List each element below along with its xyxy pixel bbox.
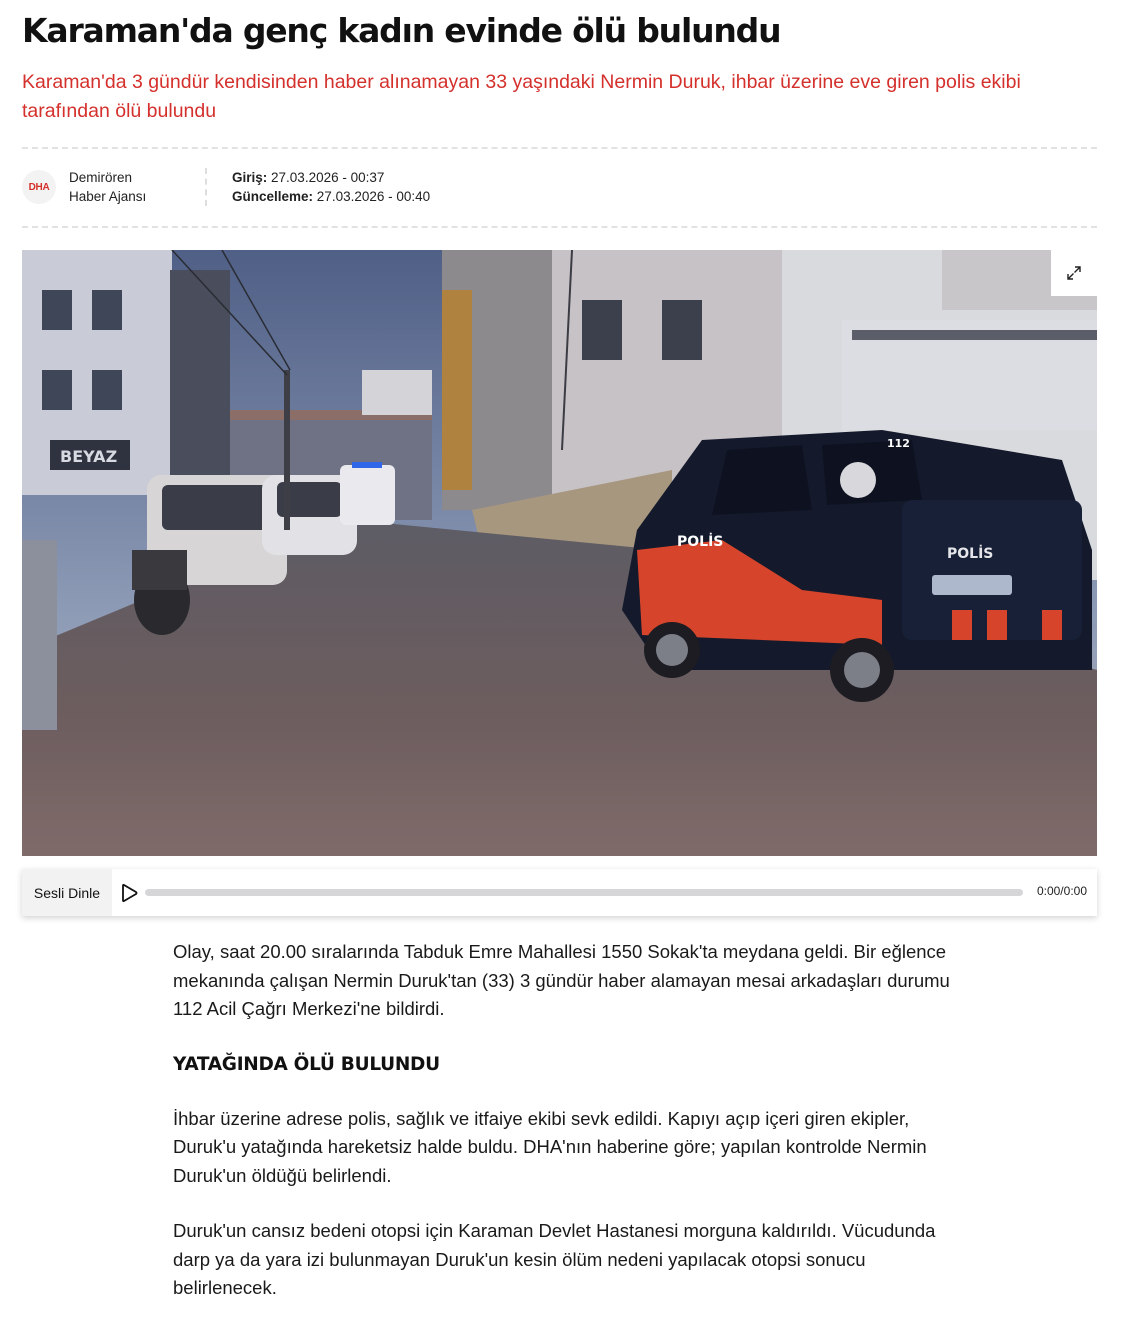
published-label: Giriş: [232,170,268,185]
meta-separator [205,168,207,206]
article-spot: Karaman'da 3 gündür kendisinden haber alınamayan 33 yaşındaki Nermin Duruk, ihbar üzerine eve giren polis ekibi tarafından ölü bulundu [22,71,1021,122]
audio-progress-track[interactable] [145,889,1023,896]
body-paragraph-2: İhbar üzerine adrese polis, sağlık ve itfaiye ekibi sevk edildi. Kapıyı açıp içeri giren ekipler, Duruk'u yatağında hareketsiz halde buldu. DHA'nın haberine göre; yapılan kontrolde Nermin Duruk'un öldüğü belirlendi. [173,1107,927,1186]
article-dates [232,168,430,206]
divider-bottom [22,226,1097,228]
audio-player [22,869,1097,916]
divider-top [22,147,1097,149]
agency-name-line1: Demirören [69,170,133,185]
body-paragraph-1: Olay, saat 20.00 sıralarında Tabduk Emre Mahallesi 1550 Sokak'ta meydana geldi. Bir eğlence mekanında çalışan Nermin Duruk'tan (33) 3 gündür haber alamayan mesai arkadaşları durumu 112 Acil Çağrı Merkezi'ne bildirdi. [173,941,950,1019]
published-date [232,168,430,187]
agency-logo-text: DHA [28,181,50,193]
agency-name[interactable] [69,168,199,206]
agency-logo[interactable] [22,170,56,204]
body-subheading: YATAĞINDA ÖLÜ BULUNDU [173,1053,440,1075]
street-scene-illustration [22,250,1097,856]
audio-time: 0:00/0:00 [1036,884,1087,898]
agency-name-line2: Haber Ajansı [69,189,147,204]
article-body [173,938,953,1330]
updated-label: Güncelleme: [232,189,314,204]
van-rear-label: POLİS [947,546,994,562]
van-number: 112 [887,437,910,450]
updated-value: 27.03.2026 - 00:40 [316,189,431,204]
article-title: Karaman'da genç kadın evinde ölü bulundu [22,11,781,50]
updated-date [232,187,430,206]
shop-sign-text: BEYAZ [60,447,118,466]
expand-image-button[interactable] [1051,250,1097,296]
expand-icon [1066,265,1082,281]
van-side-label: POLİS [677,534,724,550]
article-photo[interactable] [22,250,1097,856]
published-value: 27.03.2026 - 00:37 [271,170,385,185]
body-paragraph-3: Duruk'un cansız bedeni otopsi için Karaman Devlet Hastanesi morguna kaldırıldı. Vücudunda darp ya da yara izi bulunmayan Duruk'un kesin ölüm nedeni yapılacak otopsi sonucu belirlenecek. [173,1220,936,1298]
play-button[interactable] [118,882,140,904]
listen-label[interactable]: Sesli Dinle [22,869,112,916]
article-meta [22,166,622,206]
play-icon [118,882,140,904]
